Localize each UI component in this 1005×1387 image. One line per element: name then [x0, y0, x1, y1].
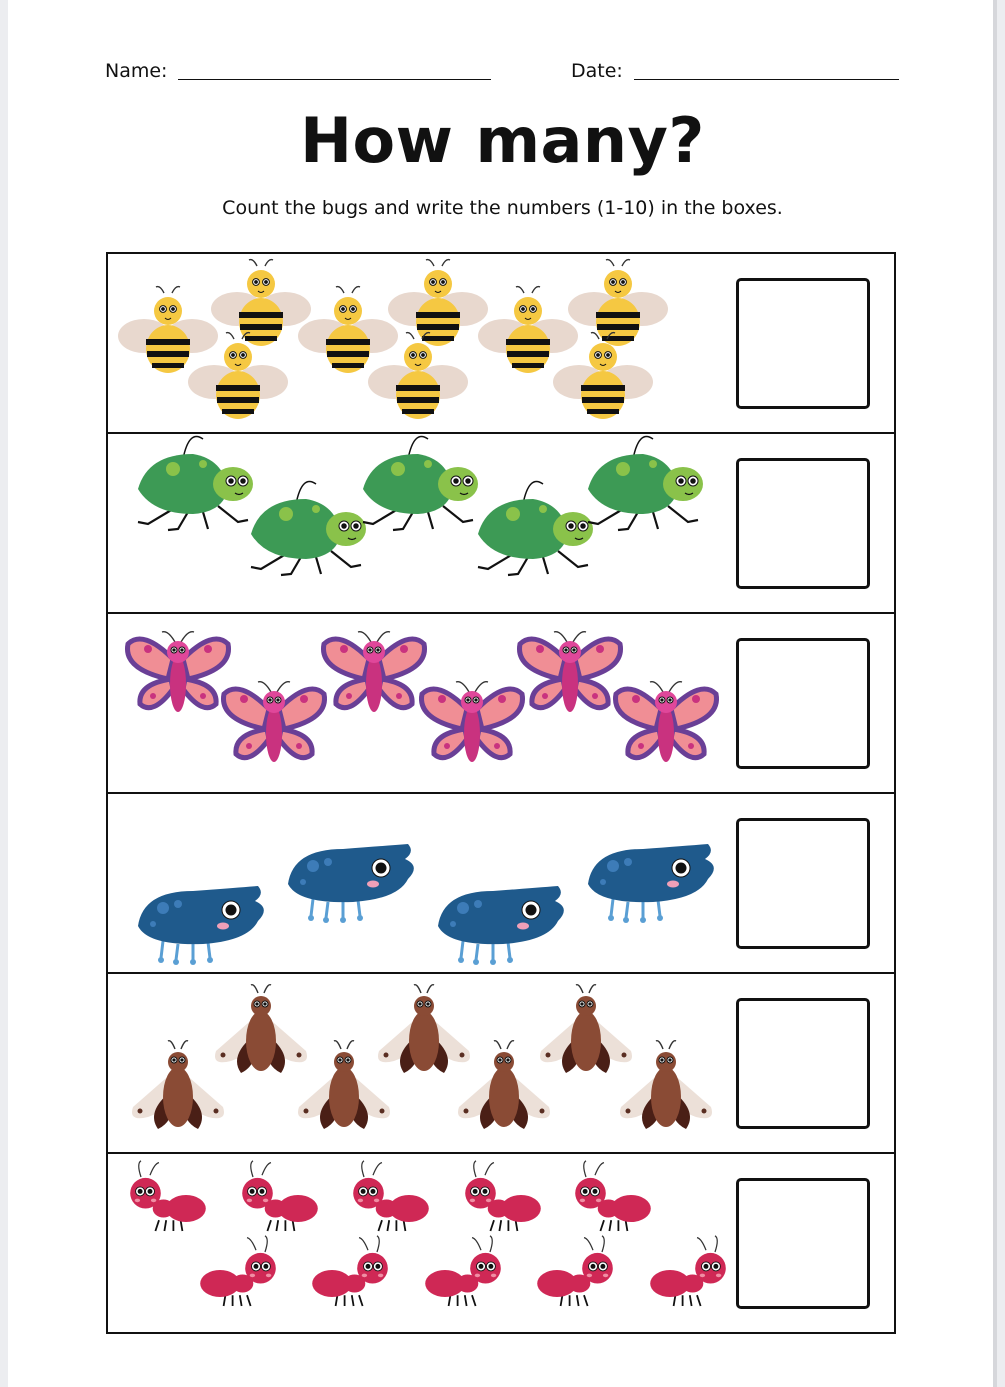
- page-title: How many?: [300, 104, 705, 177]
- counting-grid: [106, 252, 896, 1334]
- beetle-row: [108, 432, 894, 614]
- bee-icon: [388, 260, 488, 346]
- moth-icon: [540, 985, 632, 1073]
- answer-box-beetles[interactable]: [736, 458, 870, 589]
- beetle-icon: [588, 437, 703, 531]
- beetle-icon: [251, 482, 366, 576]
- ant-icon: [465, 1161, 541, 1231]
- ant-icon: [425, 1236, 501, 1306]
- beetle-icon: [363, 437, 478, 531]
- moth-icon: [458, 1041, 550, 1129]
- instructions: Count the bugs and write the numbers (1-10) in the boxes.: [222, 197, 783, 219]
- moth-icon: [298, 1041, 390, 1129]
- bee-group: [108, 254, 728, 432]
- butterfly-icon: [224, 682, 325, 762]
- rhino-icon: [588, 844, 714, 923]
- moth-icon: [132, 1041, 224, 1129]
- bee-row: [108, 254, 894, 434]
- ant-group: [108, 1154, 728, 1332]
- beetle-icon: [138, 437, 253, 531]
- beetle-group: [108, 434, 728, 612]
- ant-icon: [130, 1161, 206, 1231]
- ant-icon: [200, 1236, 276, 1306]
- bee-icon: [568, 260, 668, 346]
- bee-icon: [298, 287, 398, 373]
- rhino-beetle-row: [108, 792, 894, 974]
- date-label: Date:: [571, 60, 623, 82]
- butterfly-row: [108, 612, 894, 794]
- butterfly-icon: [520, 632, 621, 712]
- ant-icon: [312, 1236, 388, 1306]
- bee-icon: [211, 260, 311, 346]
- ant-icon: [537, 1236, 613, 1306]
- butterfly-icon: [616, 682, 717, 762]
- answer-box-moths[interactable]: [736, 998, 870, 1129]
- ant-icon: [575, 1161, 651, 1231]
- beetle-icon: [478, 482, 593, 576]
- bee-icon: [478, 287, 578, 373]
- name-label: Name:: [105, 60, 168, 82]
- butterfly-icon: [128, 632, 229, 712]
- ant-icon: [242, 1161, 318, 1231]
- butterfly-group: [108, 614, 728, 792]
- ant-icon: [650, 1236, 726, 1306]
- ant-row: [108, 1152, 894, 1334]
- rhino-icon: [438, 886, 564, 965]
- moth-icon: [215, 985, 307, 1073]
- date-field[interactable]: [634, 79, 899, 80]
- answer-box-ants[interactable]: [736, 1178, 870, 1309]
- moth-icon: [620, 1041, 712, 1129]
- rhino-icon: [288, 844, 414, 923]
- ant-icon: [353, 1161, 429, 1231]
- moth-icon: [378, 985, 470, 1073]
- answer-box-bees[interactable]: [736, 278, 870, 409]
- name-field[interactable]: [178, 79, 491, 80]
- butterfly-icon: [422, 682, 523, 762]
- answer-box-butterflies[interactable]: [736, 638, 870, 769]
- moth-row: [108, 972, 894, 1154]
- rhino-icon: [138, 886, 264, 965]
- butterfly-icon: [324, 632, 425, 712]
- rhino-beetle-group: [108, 794, 728, 972]
- bee-icon: [118, 287, 218, 373]
- moth-group: [108, 974, 728, 1152]
- answer-box-rhino-beetles[interactable]: [736, 818, 870, 949]
